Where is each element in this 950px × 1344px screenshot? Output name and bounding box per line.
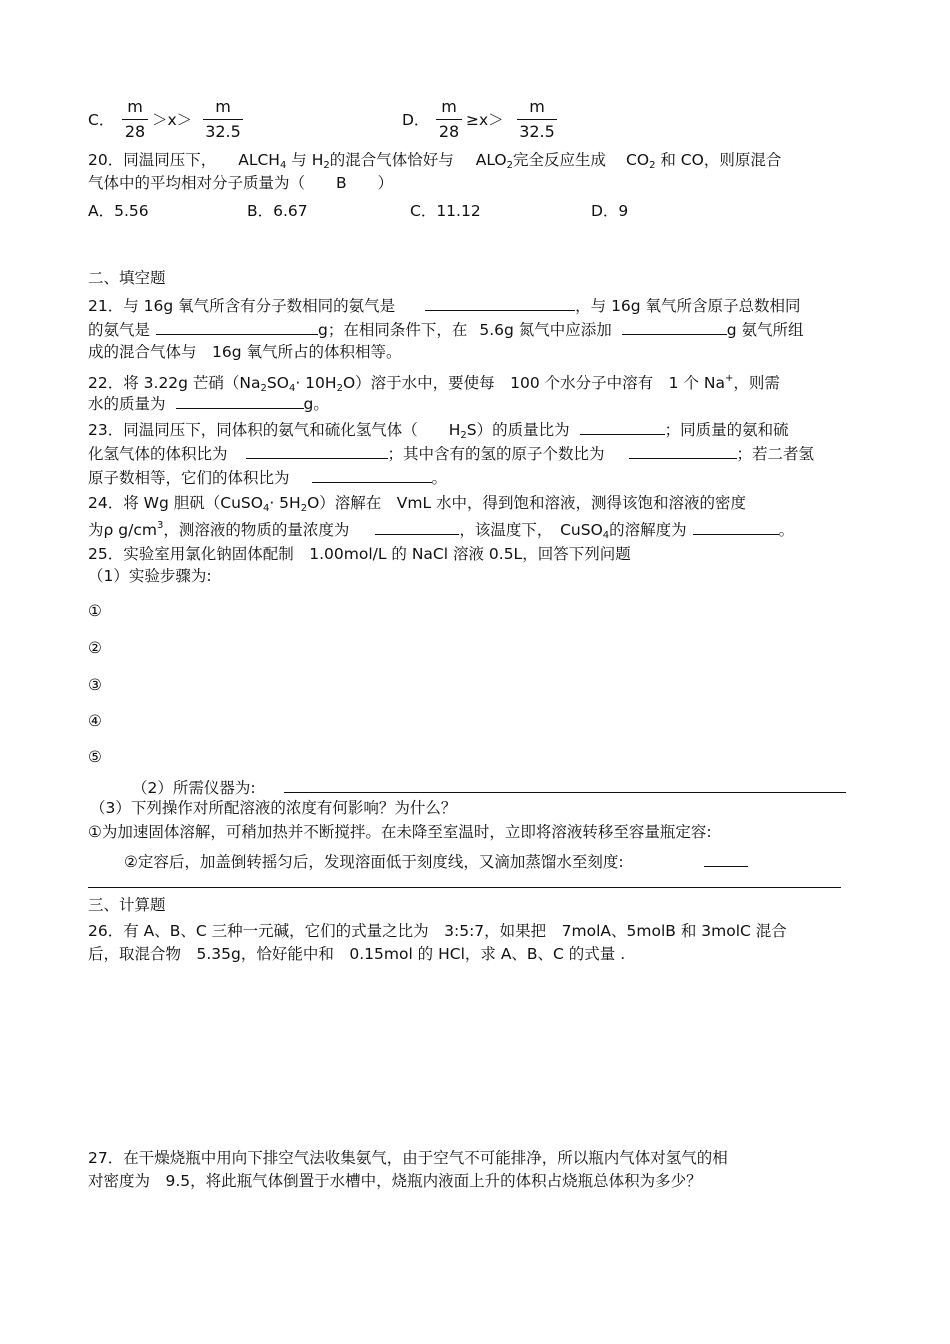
step-3-marker: ③: [88, 676, 102, 694]
question-27-line-1: 27．在干燥烧瓶中用向下排空气法收集氨气，由于空气不可能排净，所以瓶内气体对氢气的相: [88, 1149, 728, 1167]
section-heading-fill-in: 二、填空题: [88, 269, 166, 287]
numerator: m: [215, 97, 231, 116]
denominator: 32.5: [519, 122, 555, 141]
answer-blank[interactable]: [629, 442, 737, 459]
question-24-line-1: 24．将 Wg 胆矾（CuSO$_4$· $5H_2O$）溶解在 VmL 水中，得到饱和溶液，测得该饱和溶液的密度: [88, 494, 747, 514]
answer-blank[interactable]: [246, 442, 388, 459]
question-20-line-1: 20．同温同压下， $ALCH_4$ 与 $H_2$的混合气体恰好与 $ALO_2$完全反应生成 $CO_2$ 和 CO，则原混合: [88, 151, 782, 171]
answer-blank[interactable]: [580, 418, 665, 435]
answer-blank[interactable]: [312, 466, 432, 483]
section-heading-calculation: 三、计算题: [88, 896, 166, 914]
option-c-label: C．: [88, 111, 115, 129]
question-23-line-1: 23．同温同压下，同体积的氨气和硫化氢气体（ $H_2S$）的质量比为 ；同质量的氨和硫: [88, 418, 789, 446]
step-5-marker: ⑤: [88, 748, 102, 766]
question-20-option-a: A．5.56: [88, 202, 149, 220]
numerator: m: [529, 97, 545, 116]
answer-blank[interactable]: [284, 776, 846, 793]
denominator: 28: [124, 122, 146, 141]
fraction-c-1: [122, 96, 148, 143]
fraction-d-1: [436, 96, 462, 143]
question-21-line-2: 的氨气是 g；在相同条件下，在 5.6g 氮气中应添加 g 氨气所组: [88, 318, 804, 340]
step-1-marker: ①: [88, 602, 102, 620]
numerator: m: [127, 97, 143, 116]
question-24-line-2: 为ρ $g/cm^3$，测溶液的物质的量浓度为 ，该温度下， CuSO$_4$的溶解度为 。: [88, 520, 795, 541]
answer-blank[interactable]: [375, 518, 459, 535]
question-20-option-b: B．6.67: [247, 202, 308, 220]
answer-blank[interactable]: [622, 318, 727, 335]
question-20-option-d: D．9: [591, 202, 629, 220]
fraction-c-2: [203, 96, 243, 143]
answer-blank[interactable]: [704, 850, 748, 867]
question-25-steps-heading: （1）实验步骤为:: [88, 567, 212, 585]
question-20-option-c: C．11.12: [410, 202, 481, 220]
answer-blank[interactable]: [425, 294, 575, 311]
question-23-line-2: 化氢气体的体积比为 ；其中含有的氢的原子个数比为 ；若二者氢: [88, 442, 814, 464]
numerator: m: [441, 97, 457, 116]
question-25-part-3: （3）下列操作对所配溶液的浓度有何影响？为什么？: [90, 799, 457, 817]
step-2-marker: ②: [88, 639, 102, 657]
question-23-line-3: 原子数相等，它们的体积比为 。: [88, 466, 447, 488]
answer-blank[interactable]: [693, 518, 779, 535]
question-25-line-1: 25．实验室用氯化钠固体配制 1.00mol/L 的 NaCl 溶液 0.5L，回答下列问题: [88, 545, 631, 563]
option-d-inequality: ≥x＞: [466, 111, 504, 129]
question-27-line-2: 对密度为 9.5，将此瓶气体倒置于水槽中，烧瓶内液面上升的体积占烧瓶总体积为多少？: [88, 1172, 702, 1190]
fraction-d-2: [517, 96, 557, 143]
denominator: 28: [438, 122, 460, 141]
option-d-label: D．: [402, 111, 430, 129]
question-25-operation-2: ②定容后，加盖倒转摇匀后，发现溶面低于刻度线，又滴加蒸馏水至刻度:: [124, 850, 748, 872]
question-20-line-2: 气体中的平均相对分子质量为（ B ）: [88, 174, 394, 192]
answer-line[interactable]: [88, 887, 841, 888]
question-25-operation-1: ①为加速固体溶解，可稍加热并不断搅拌。在未降至室温时，立即将溶液转移至容量瓶定容:: [88, 823, 712, 841]
question-21-line-3: 成的混合气体与 16g 氧气所占的体积相等。: [88, 343, 402, 361]
question-22-line-1: 22．将 3.22g 芒硝$(Na_2SO_4\cdot 10H_2O)$溶于水中，要使每 100 个水分子中溶有 1 个 Na+，则需: [88, 373, 780, 394]
question-26-line-2: 后，取混合物 5.35g，恰好能中和 0.15mol 的 HCl，求 A、B、C 的式量 .: [88, 945, 626, 963]
denominator: 32.5: [205, 122, 241, 141]
question-25-part-2: （2）所需仪器为:: [132, 776, 846, 798]
question-21-line-1: 21．与 16g 氧气所含有分子数相同的氨气是 ，与 16g 氧气所含原子总数相同: [88, 294, 801, 316]
answer-blank[interactable]: [176, 392, 304, 409]
step-4-marker: ④: [88, 712, 102, 730]
option-c-inequality: ＞x＞: [152, 111, 193, 129]
answer-blank[interactable]: [156, 318, 318, 335]
question-26-line-1: 26．有 A、B、C 三种一元碱，它们的式量之比为 3:5:7，如果把 7molA、5molB 和 3molC 混合: [88, 922, 787, 940]
question-22-line-2: 水的质量为 g。: [88, 392, 329, 414]
